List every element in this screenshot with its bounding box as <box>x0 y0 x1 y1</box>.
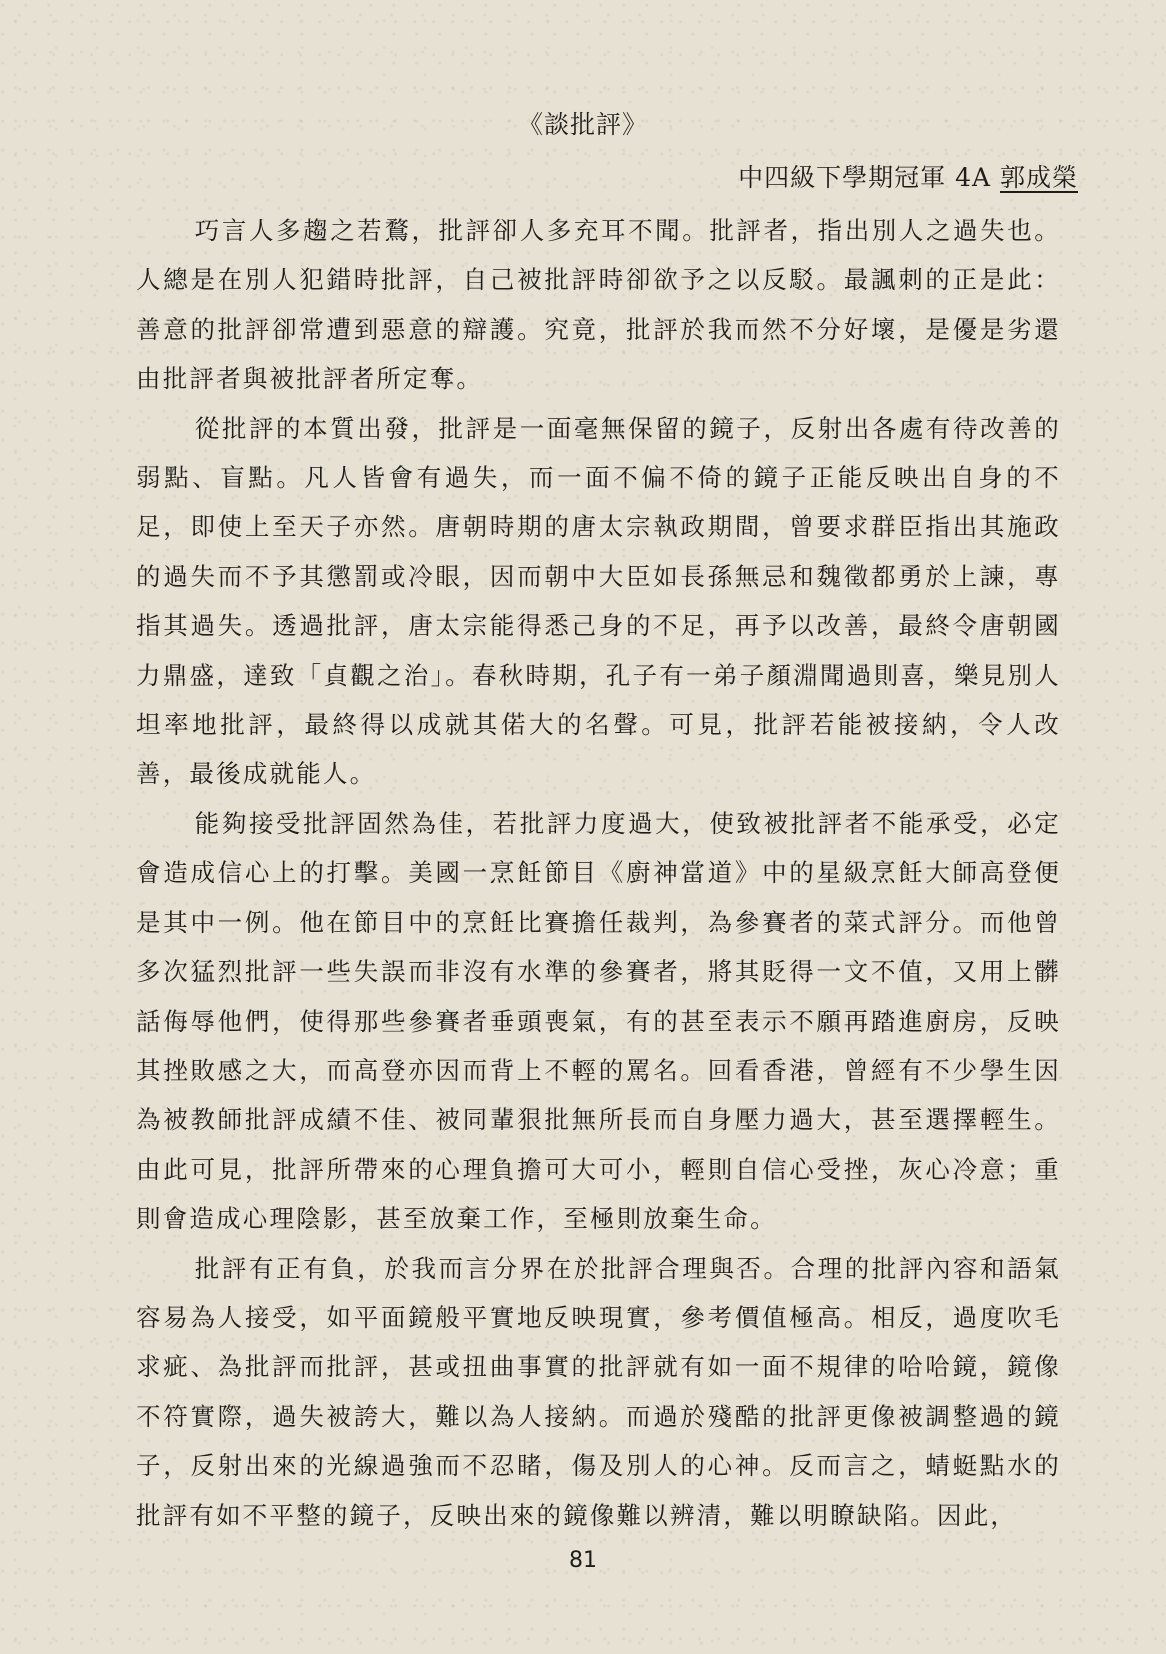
paragraph: 能夠接受批評固然為佳，若批評力度過大，使致被批評者不能承受，必定會造成信心上的打擊。美國一烹飪節目《廚神當道》中的星級烹飪大師高登便是其中一例。他在節目中的烹飪比賽擔任裁判，為參賽者的菜式評分。而他曾多次猛烈批評一些失誤而非沒有水準的參賽者，將其貶得一文不值，又用上髒話侮辱他們，使得那些參賽者垂頭喪氣，有的甚至表示不願再踏進廚房，反映其挫敗感之大，而高登亦因而背上不輕的罵名。回看香港，曾經有不少學生因為被教師批評成績不佳、被同輩狠批無所長而自身壓力過大，甚至選擇輕生。由此可見，批評所帶來的心理負擔可大可小，輕則自信心受挫，灰心冷意；重則會造成心理陰影，甚至放棄工作，至極則放棄生命。 <box>136 808 1061 1234</box>
award-class-label: 中四級下學期冠軍 4A <box>738 163 1000 192</box>
author-name: 郭成榮 <box>999 163 1078 192</box>
essay-body <box>136 206 1061 1540</box>
page-number: 81 <box>569 1548 597 1573</box>
paragraph: 巧言人多趨之若鶩，批評卻人多充耳不聞。批評者，指出別人之過失也。人總是在別人犯錯時批評，自己被批評時卻欲予之以反駁。最諷刺的正是此：善意的批評卻常遭到惡意的辯護。究竟，批評於我而然不分好壞，是優是劣還由批評者與被批評者所定奪。 <box>136 216 1061 394</box>
paragraph: 從批評的本質出發，批評是一面毫無保留的鏡子，反射出各處有待改善的弱點、盲點。凡人皆會有過失，而一面不偏不倚的鏡子正能反映出自身的不足，即使上至天子亦然。唐朝時期的唐太宗執政期間，曾要求群臣指出其施政的過失而不予其懲罰或冷眼，因而朝中大臣如長孫無忌和魏徵都勇於上諫，專指其過失。透過批評，唐太宗能得悉己身的不足，再予以改善，最終令唐朝國力鼎盛，達致「貞觀之治」。春秋時期，孔子有一弟子顏淵聞過則喜，樂見別人坦率地批評，最終得以成就其偌大的名聲。可見，批評若能被接納，令人改善，最後成就能人。 <box>136 413 1061 789</box>
paragraph: 批評有正有負，於我而言分界在於批評合理與否。合理的批評內容和語氣容易為人接受，如平面鏡般平實地反映現實，參考價值極高。相反，過度吹毛求疵、為批評而批評，甚或扭曲事實的批評就有如一面不規律的哈哈鏡，鏡像不符實際，過失被誇大，難以為人接納。而過於殘酷的批評更像被調整過的鏡子，反射出來的光線過強而不忍睹，傷及別人的心神。反而言之，蜻蜓點水的批評有如不平整的鏡子，反映出來的鏡像難以辨清，難以明瞭缺陷。因此， <box>136 1253 1061 1530</box>
byline <box>738 158 1078 194</box>
essay-title: 《談批評》 <box>517 110 648 139</box>
